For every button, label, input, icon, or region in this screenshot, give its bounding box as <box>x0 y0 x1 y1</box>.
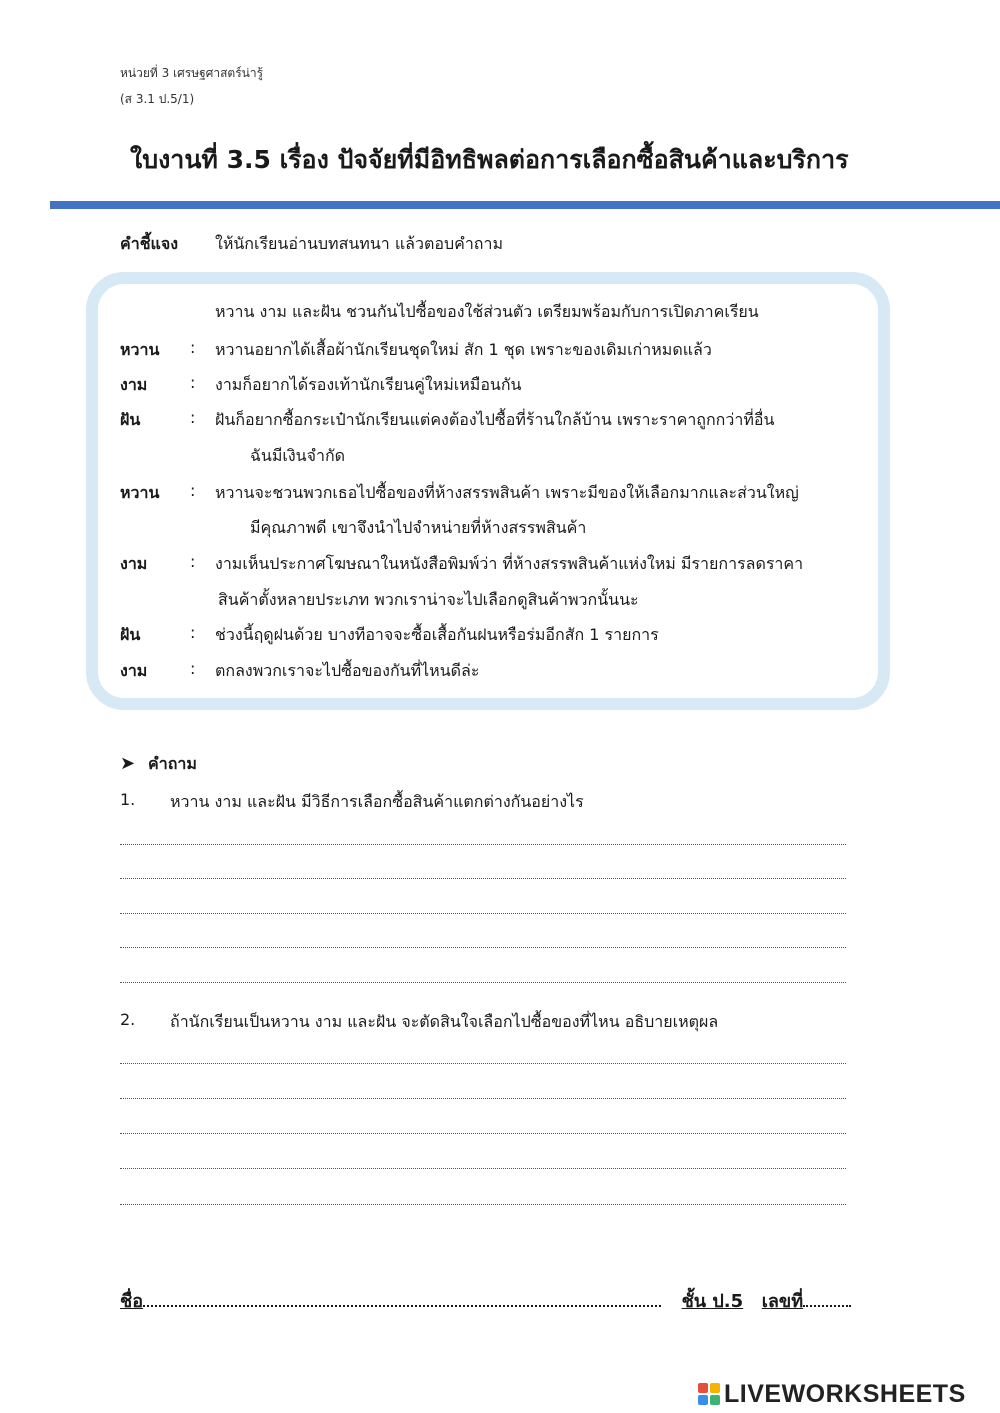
dialogue-text: ฝันก็อยากซื้อกระเป๋านักเรียนแต่คงต้องไปซื้อที่ร้านใกล้บ้าน เพราะราคาถูกกว่าที่อื่น <box>215 410 775 429</box>
arrow-bullet-icon: ➤ <box>120 753 136 774</box>
dialogue-text: งามก็อยากได้รองเท้านักเรียนคู่ใหม่เหมือนกัน <box>215 375 522 394</box>
speaker-colon: : <box>190 408 196 427</box>
answer-line[interactable] <box>120 878 846 879</box>
logo-square <box>698 1383 708 1393</box>
dialogue-text-continued: ฉันมีเงินจำกัด <box>250 446 346 465</box>
dialogue-text-continued: มีคุณภาพดี เขาจึงนำไปจำหน่ายที่ห้างสรรพสินค้า <box>250 518 587 537</box>
question-number: 2. <box>120 1010 136 1029</box>
liveworksheets-logo-icon <box>698 1383 720 1405</box>
student-info-line <box>120 1286 850 1315</box>
speaker-name: หวาน <box>120 340 160 359</box>
dialogue-text: งามเห็นประกาศโฆษณาในหนังสือพิมพ์ว่า ที่ห้างสรรพสินค้าแห่งใหม่ มีรายการลดราคา <box>215 554 804 573</box>
speaker-colon: : <box>190 481 196 500</box>
answer-line[interactable] <box>120 982 846 983</box>
question-number: 1. <box>120 790 136 809</box>
answer-line[interactable] <box>120 1098 846 1099</box>
speaker-name: ฝัน <box>120 625 141 644</box>
question-text: หวาน งาม และฝัน มีวิธีการเลือกซื้อสินค้าแตกต่างกันอย่างไร <box>170 792 584 811</box>
speaker-name: งาม <box>120 554 148 573</box>
answer-line[interactable] <box>120 1168 846 1169</box>
answer-line[interactable] <box>120 1063 846 1064</box>
class-label: ชั้น ป.5 <box>681 1291 744 1312</box>
speaker-colon: : <box>190 659 196 678</box>
speaker-colon: : <box>190 338 196 357</box>
speaker-name: หวาน <box>120 483 160 502</box>
dialogue-intro: หวาน งาม และฝัน ชวนกันไปซื้อของใช้ส่วนตัว เตรียมพร้อมกับการเปิดภาคเรียน <box>215 302 759 321</box>
number-label: เลขที่ <box>761 1291 804 1312</box>
questions-heading-label: คำถาม <box>148 754 197 773</box>
logo-square <box>710 1395 720 1405</box>
dialogue-text: ตกลงพวกเราจะไปซื้อของกันที่ไหนดีล่ะ <box>215 661 480 680</box>
dialogue-text: ช่วงนี้ฤดูฝนด้วย บางทีอาจจะซื้อเสื้อกันฝนหรือร่มอีกสัก 1 รายการ <box>215 625 659 644</box>
instruction-text: ให้นักเรียนอ่านบทสนทนา แล้วตอบคำถาม <box>215 234 504 253</box>
answer-line[interactable] <box>120 1204 846 1205</box>
speaker-name: งาม <box>120 375 148 394</box>
name-field[interactable] <box>143 1289 661 1307</box>
logo-square <box>698 1395 708 1405</box>
answer-line[interactable] <box>120 913 846 914</box>
logo-square <box>710 1383 720 1393</box>
number-field[interactable] <box>803 1289 851 1307</box>
speaker-colon: : <box>190 623 196 642</box>
dialogue-text: หวานจะชวนพวกเธอไปซื้อของที่ห้างสรรพสินค้า เพราะมีของให้เลือกมากและส่วนใหญ่ <box>215 483 799 502</box>
name-label: ชื่อ <box>120 1291 144 1312</box>
dialogue-text: หวานอยากได้เสื้อผ้านักเรียนชุดใหม่ สัก 1 ชุด เพราะของเดิมเก่าหมดแล้ว <box>215 340 712 359</box>
questions-heading <box>120 752 197 777</box>
standard-code: (ส 3.1 ป.5/1) <box>120 92 195 106</box>
dialogue-text-continued: สินค้าตั้งหลายประเภท พวกเราน่าจะไปเลือกดูสินค้าพวกนั้นนะ <box>218 590 639 609</box>
speaker-name: งาม <box>120 661 148 680</box>
speaker-colon: : <box>190 552 196 571</box>
answer-line[interactable] <box>120 947 846 948</box>
speaker-name: ฝัน <box>120 410 141 429</box>
unit-label: หน่วยที่ 3 เศรษฐศาสตร์น่ารู้ <box>120 66 264 80</box>
instruction-label: คำชี้แจง <box>120 234 179 253</box>
title-divider <box>50 201 1000 209</box>
speaker-colon: : <box>190 373 196 392</box>
liveworksheets-watermark <box>698 1378 966 1410</box>
question-text: ถ้านักเรียนเป็นหวาน งาม และฝัน จะตัดสินใจเลือกไปซื้อของที่ไหน อธิบายเหตุผล <box>170 1012 719 1031</box>
answer-line[interactable] <box>120 844 846 845</box>
brand-name: LIVEWORKSHEETS <box>724 1379 966 1408</box>
page-title: ใบงานที่ 3.5 เรื่อง ปัจจัยที่มีอิทธิพลต่อการเลือกซื้อสินค้าและบริการ <box>130 145 849 174</box>
answer-line[interactable] <box>120 1133 846 1134</box>
